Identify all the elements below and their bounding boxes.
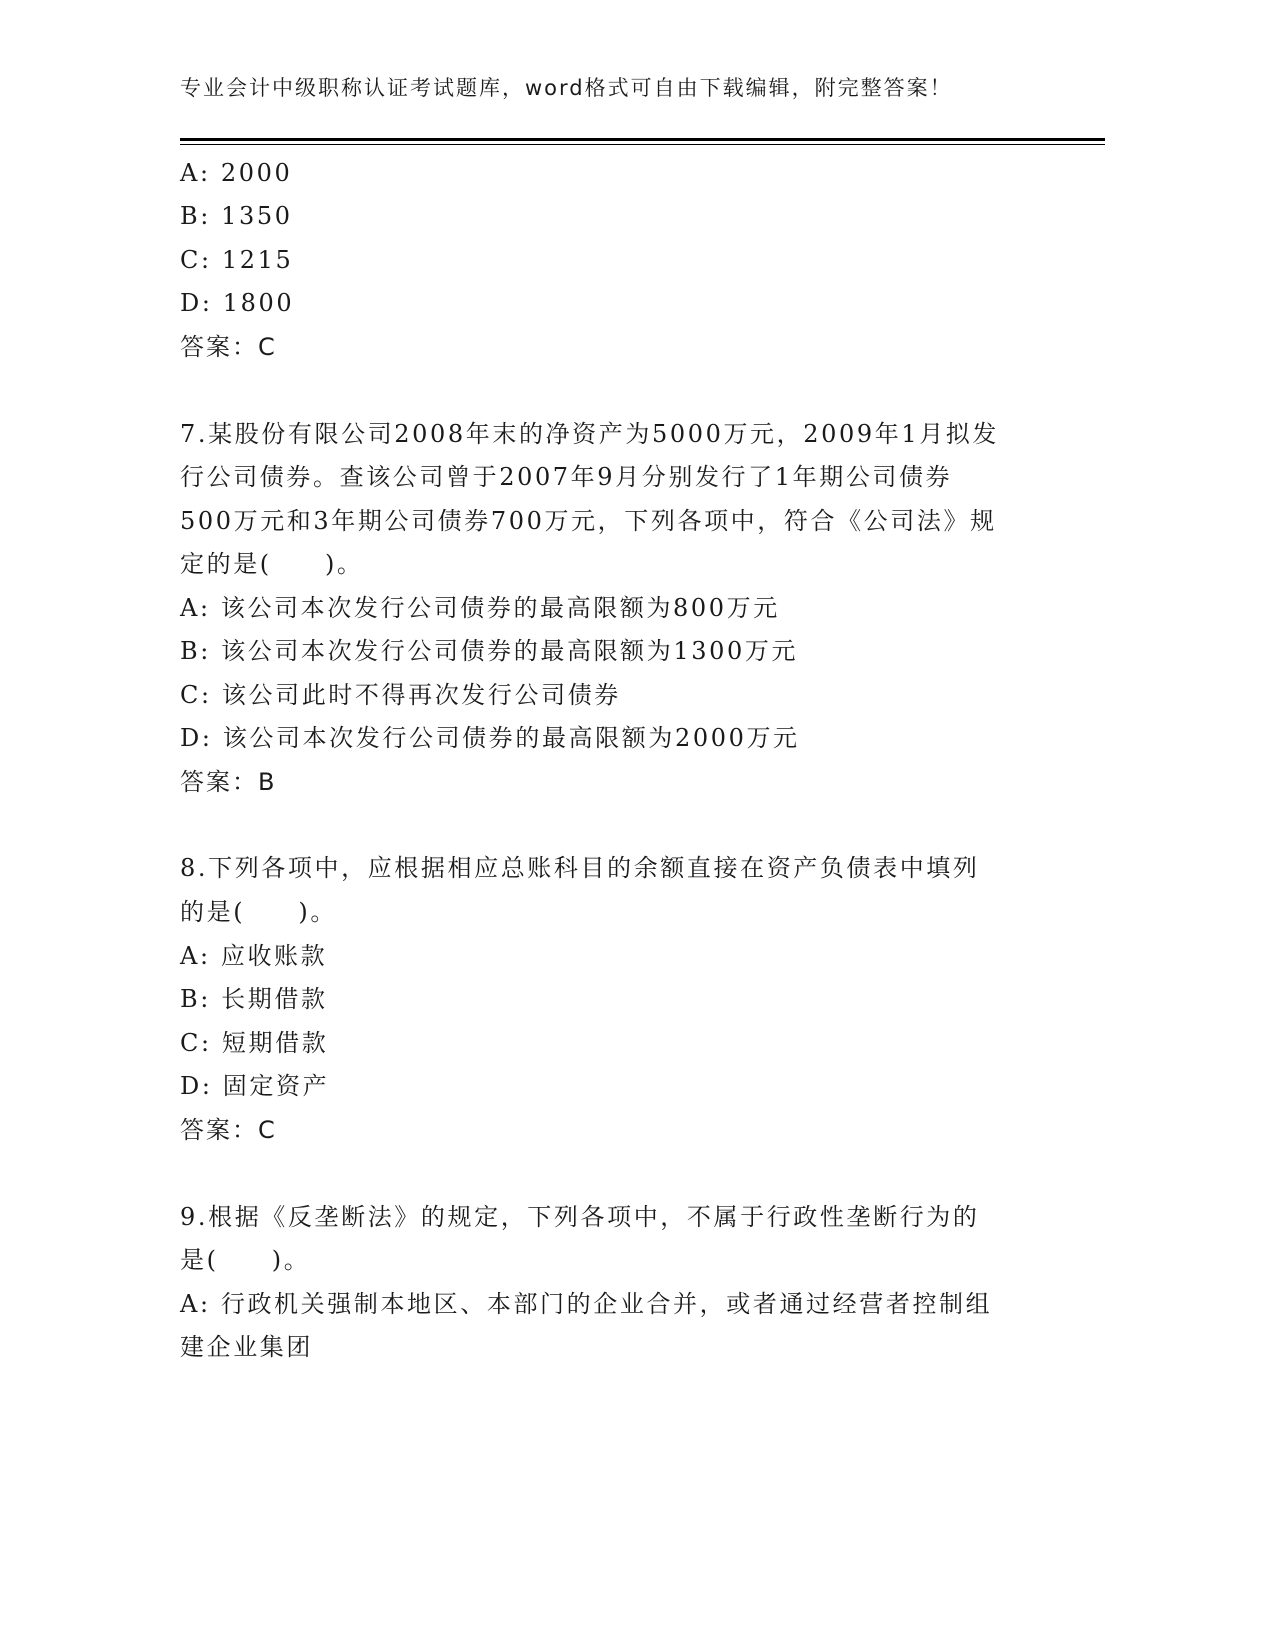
q8-option-b: B: 长期借款 bbox=[180, 985, 328, 1013]
answer-line: 答案：C bbox=[180, 333, 277, 361]
q8-option-a: A: 应收账款 bbox=[180, 942, 328, 970]
option-b: B: 1350 bbox=[180, 202, 293, 230]
q9-option-a-continuation: 建企业集团 bbox=[180, 1333, 313, 1361]
q7-option-c: C: 该公司此时不得再次发行公司债券 bbox=[180, 681, 621, 709]
q7-answer: 答案：B bbox=[180, 768, 277, 796]
question-8-line-1: 8.下列各项中，应根据相应总账科目的余额直接在资产负债表中填列 bbox=[180, 854, 980, 882]
q8-option-c: C: 短期借款 bbox=[180, 1029, 329, 1057]
page-header: 专业会计中级职称认证考试题库，word格式可自由下载编辑，附完整答案！ bbox=[180, 76, 953, 100]
q8-option-d: D: 固定资产 bbox=[180, 1072, 330, 1100]
question-7-line-3: 500万元和3年期公司债券700万元，下列各项中，符合《公司法》规 bbox=[180, 507, 997, 535]
question-9-line-1: 9.根据《反垄断法》的规定，下列各项中，不属于行政性垄断行为的 bbox=[180, 1203, 980, 1231]
q7-option-d: D: 该公司本次发行公司债券的最高限额为2000万元 bbox=[180, 724, 800, 752]
q7-option-a: A: 该公司本次发行公司债券的最高限额为800万元 bbox=[180, 594, 780, 622]
q7-option-b: B: 该公司本次发行公司债券的最高限额为1300万元 bbox=[180, 637, 799, 665]
header-rule-thick bbox=[180, 138, 1105, 141]
header-rule-thin bbox=[180, 144, 1105, 145]
q9-option-a: A: 行政机关强制本地区、本部门的企业合并，或者通过经营者控制组 bbox=[180, 1290, 993, 1318]
question-9-line-2: 是( )。 bbox=[180, 1246, 311, 1274]
option-c: C: 1215 bbox=[180, 246, 294, 274]
question-8-line-2: 的是( )。 bbox=[180, 898, 337, 926]
option-d: D: 1800 bbox=[180, 289, 295, 317]
question-7-line-1: 7.某股份有限公司2008年末的净资产为5000万元，2009年1月拟发 bbox=[180, 420, 1000, 448]
question-7-line-2: 行公司债券。查该公司曾于2007年9月分别发行了1年期公司债券 bbox=[180, 463, 953, 491]
option-a: A: 2000 bbox=[180, 159, 293, 187]
q8-answer: 答案：C bbox=[180, 1116, 277, 1144]
question-7-line-4: 定的是( )。 bbox=[180, 550, 364, 578]
